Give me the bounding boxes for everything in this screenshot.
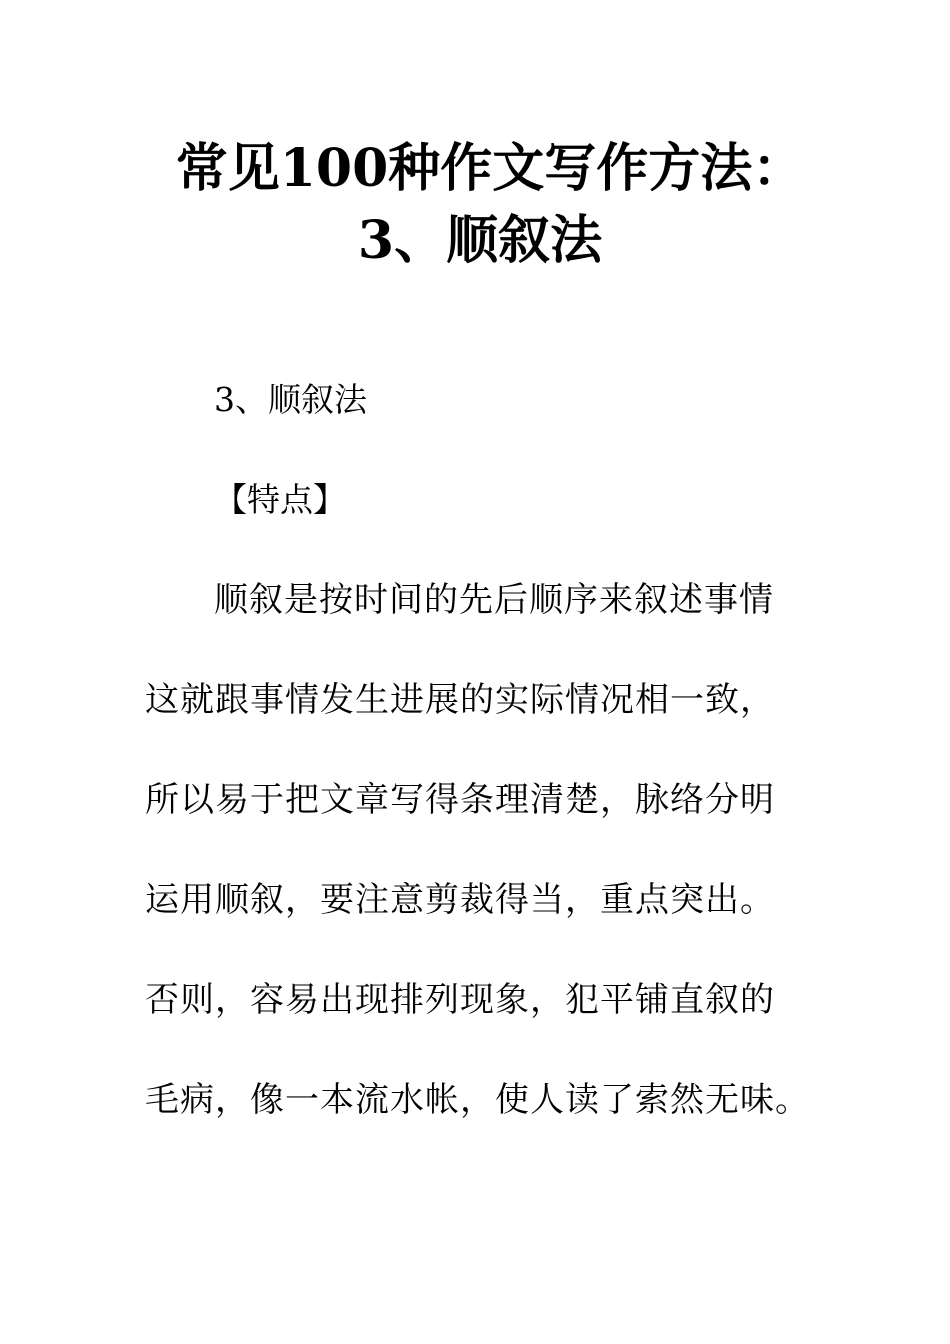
page-title-line-2: 3、顺叙法 xyxy=(357,210,603,271)
body-line-1: 顺叙是按时间的先后顺序来叙述事情 xyxy=(214,580,774,620)
body-line-4: 运用顺叙，要注意剪裁得当，重点突出。 xyxy=(145,880,775,920)
body-line-3: 所以易于把文章写得条理清楚，脉络分明 xyxy=(145,780,775,820)
body-line-6: 毛病，像一本流水帐，使人读了索然无味。 xyxy=(145,1080,810,1120)
page-title-line-1: 常见100种作文写作方法： xyxy=(175,138,805,199)
body-line-5: 否则，容易出现排列现象，犯平铺直叙的 xyxy=(145,980,775,1020)
section-heading: 3、顺叙法 xyxy=(214,380,367,419)
feature-label: 【特点】 xyxy=(214,480,346,519)
body-line-2: 这就跟事情发生进展的实际情况相一致， xyxy=(145,680,775,720)
